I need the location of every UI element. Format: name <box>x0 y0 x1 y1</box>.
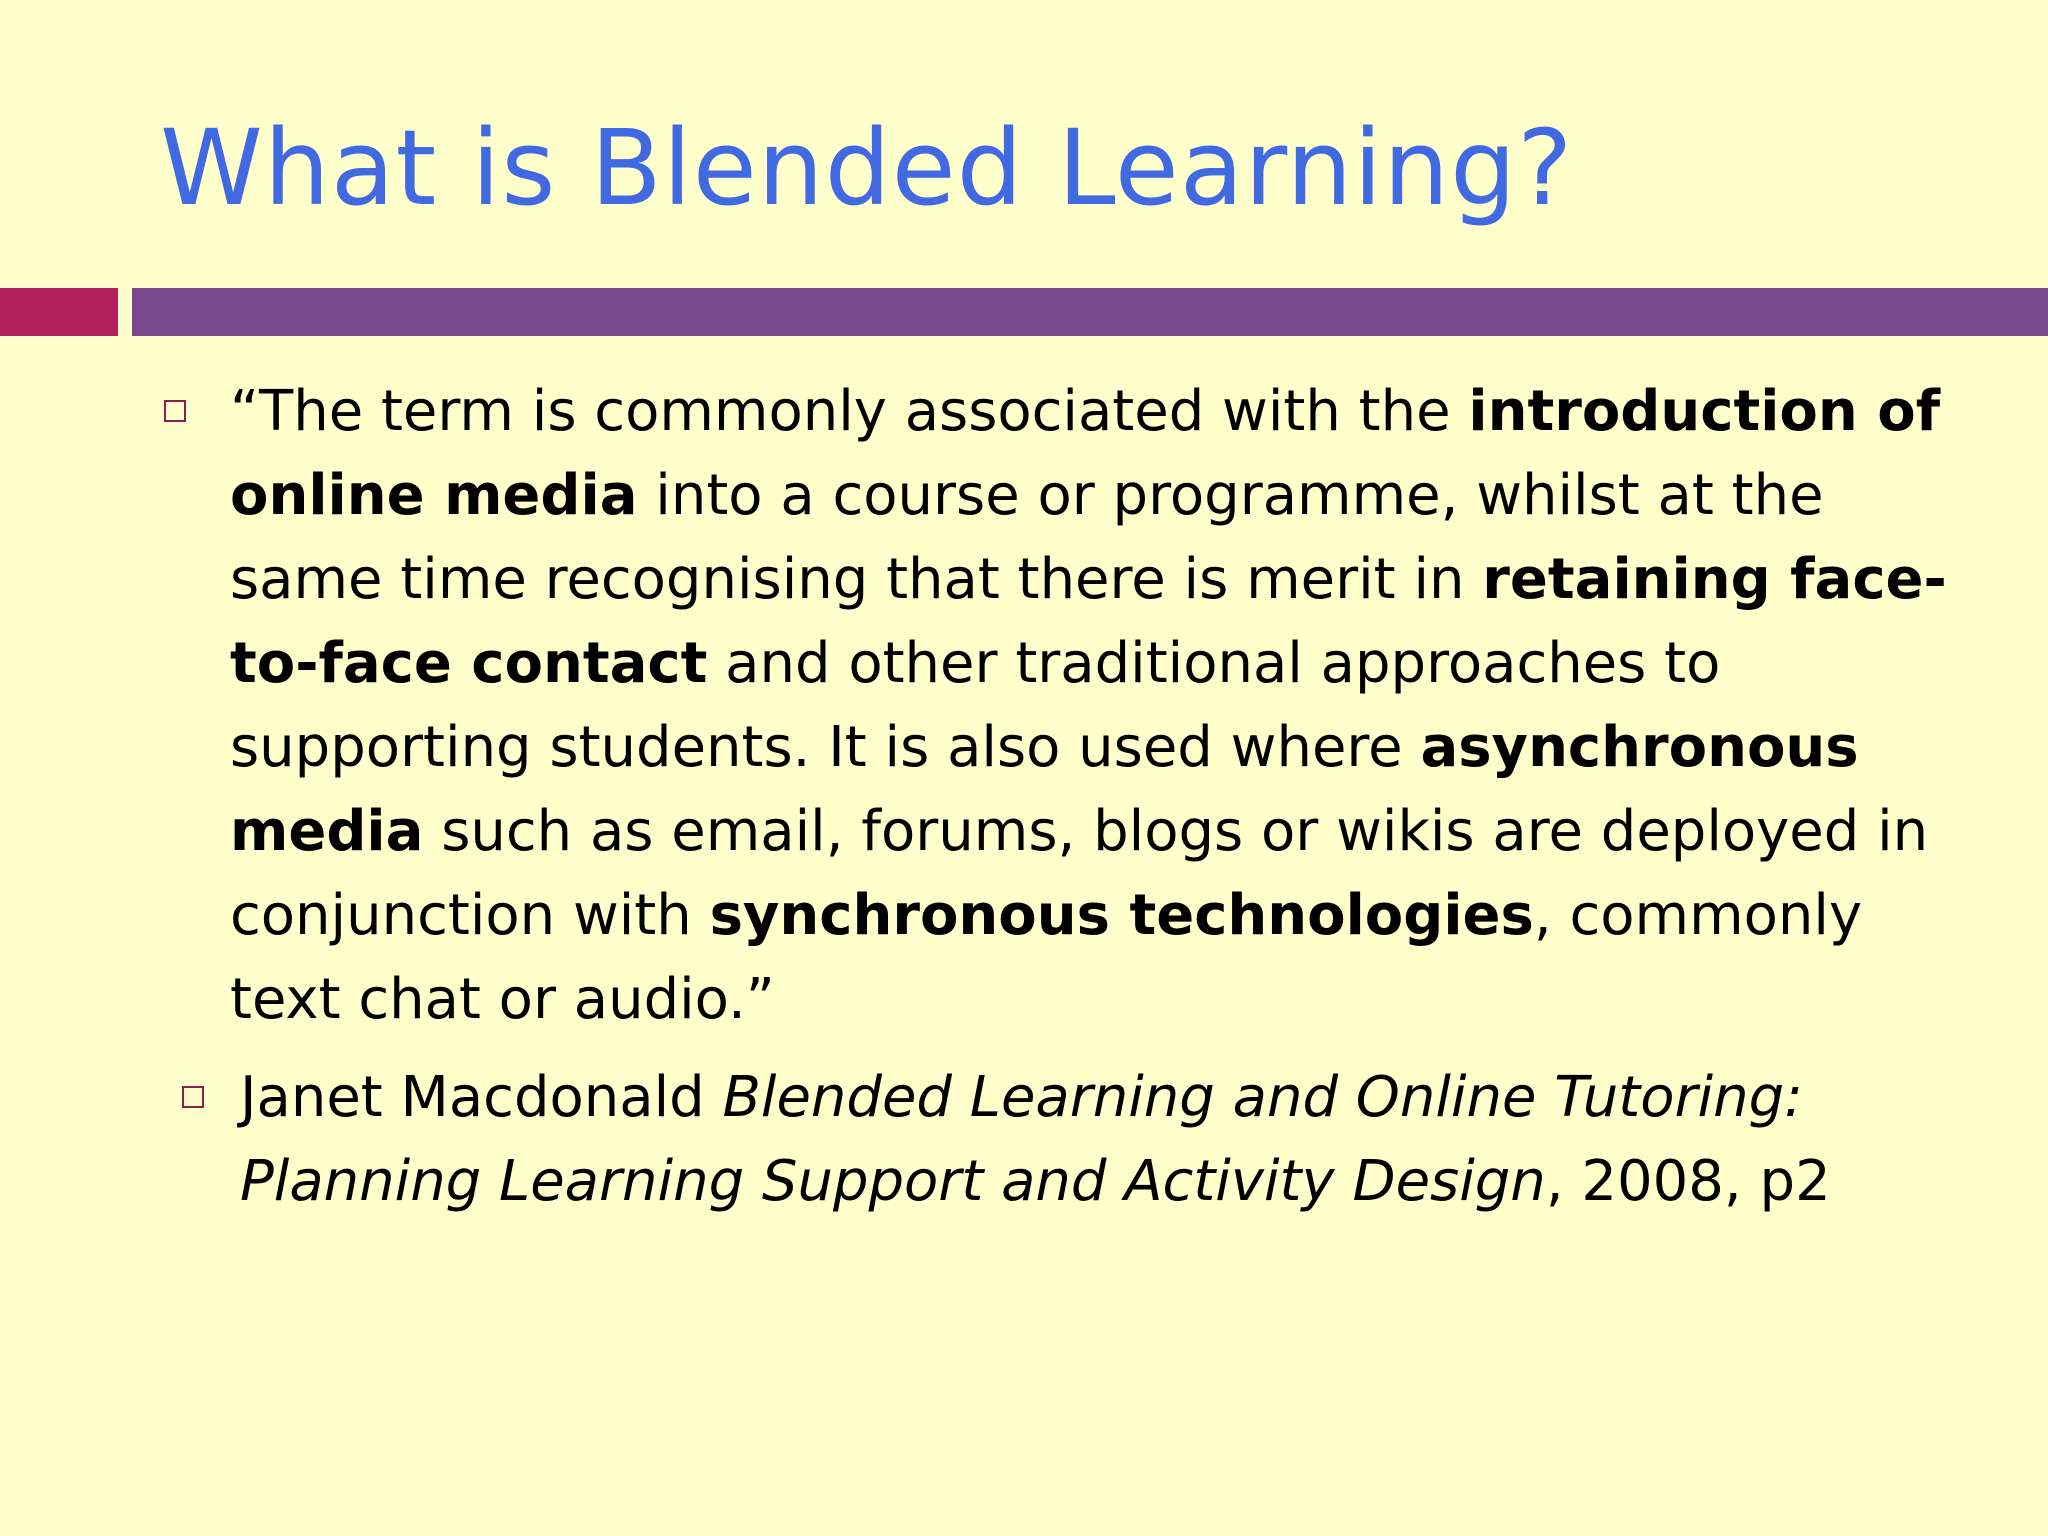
bullet-list <box>160 370 1960 1224</box>
quote-text-5: , commonly text chat or audio.” <box>230 883 1863 1032</box>
title-divider-bar <box>132 288 2048 336</box>
citation-details: , 2008, p2 <box>1545 1149 1831 1214</box>
bullet-quote <box>160 370 1980 1042</box>
quote-text-2: into a course or programme, whilst at the same time recognising that there is merit in <box>230 463 1824 612</box>
quote-emphasis-2: retaining face-to-face contact <box>230 547 1947 696</box>
title-divider-accent <box>0 288 118 336</box>
quote-emphasis-4: synchronous technologies <box>709 883 1534 948</box>
hollow-square-bullet-icon <box>182 1086 204 1108</box>
quote-emphasis-3: asynchronous media <box>230 715 1859 864</box>
quote-text-3: and other traditional approaches to supporting students. It is also used where <box>230 631 1721 780</box>
citation-author: Janet Macdonald <box>240 1065 723 1130</box>
quote-emphasis-1: introduction of online media <box>230 379 1941 528</box>
bullet-citation <box>160 1056 1980 1224</box>
citation-book-title: Blended Learning and Online Tutoring: Planning Learning Support and Activity Design <box>240 1065 1803 1214</box>
quote-text-4: such as email, forums, blogs or wikis are deployed in conjunction with <box>230 799 1929 948</box>
quote-text-1: “The term is commonly associated with the <box>230 379 1469 444</box>
hollow-square-bullet-icon <box>164 400 186 422</box>
slide-title: What is Blended Learning? <box>160 107 1574 229</box>
